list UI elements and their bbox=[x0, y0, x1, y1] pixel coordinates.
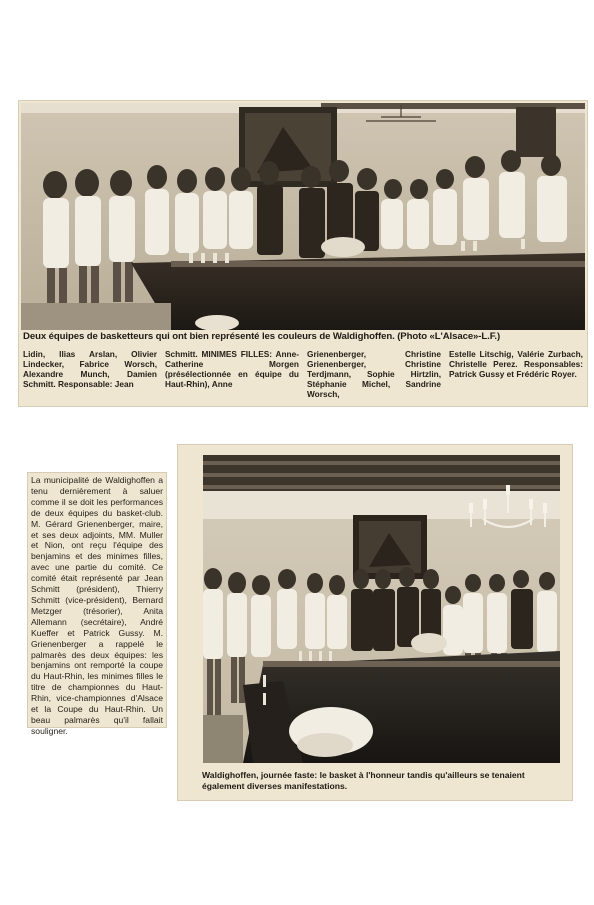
team-group-photo bbox=[21, 103, 585, 330]
names-column-1: Lidin, Ilias Arslan, Olivier Lindecker, Fabrice Worsch, Alexandre Munch, Damien Schmitt. Responsable: Jean bbox=[23, 349, 157, 389]
reception-group-photo bbox=[203, 455, 560, 763]
article-body: La municipalité de Waldighoffen a tenu dernièrement à saluer comme il se doit les performances de deux équipes du basket-club. M. Gérard Grienenberger, maire, et ses deux adjoints, MM. Muller et Nion, ont reçu l'équipe des benjamins et des minimes filles, avec une partie du comité. Ce comité était représenté par Jean Schmitt (président), Thierry Schmitt (vice-président), Bernard Metzger (trésorier), Anita Allemann (secrétaire), André Kueffer et Patrick Gussy. M. Grienenberger a rappelé le palmarès des deux équipes: les benjamins ont remporté la coupe du Haut-Rhin, les minimes filles le titre de championnes du Haut-Rhin, vice-championnes d'Alsace et la Coupe du Haut-Rhin. Un beau palmarès qu'il fallait souligner. bbox=[31, 475, 163, 736]
reception-photo-clipping bbox=[178, 445, 572, 800]
player-names-columns bbox=[23, 349, 583, 403]
team-group-photo-image bbox=[21, 103, 585, 330]
reception-group-photo-image bbox=[203, 455, 560, 763]
names-column-3: Grienenberger, Christine Grienenberger, Christine Terdjmann, Sophie Hirtzlin, Stéphanie Michel, Sandrine Worsch, bbox=[307, 349, 441, 399]
top-newspaper-clipping bbox=[19, 101, 587, 406]
reception-photo-caption: Waldighoffen, journée faste: le basket à l'honneur tandis qu'ailleurs se tenaient également diverses manifestations. bbox=[202, 770, 525, 791]
article-text-clipping bbox=[28, 473, 166, 736]
photo-caption: Deux équipes de basketteurs qui ont bien représenté les couleurs de Waldighoffen. (Photo «L'Alsace»-L.F.) bbox=[23, 331, 501, 342]
names-column-4: Estelle Litschig, Valérie Zurbach, Christelle Perez. Responsables: Patrick Gussy et Frédéric Royer. bbox=[449, 349, 583, 379]
names-column-2: Schmitt. MINIMES FILLES: Anne-Catherine Morgen (présélectionnée en équipe du Haut-Rhin), Anne bbox=[165, 349, 299, 389]
